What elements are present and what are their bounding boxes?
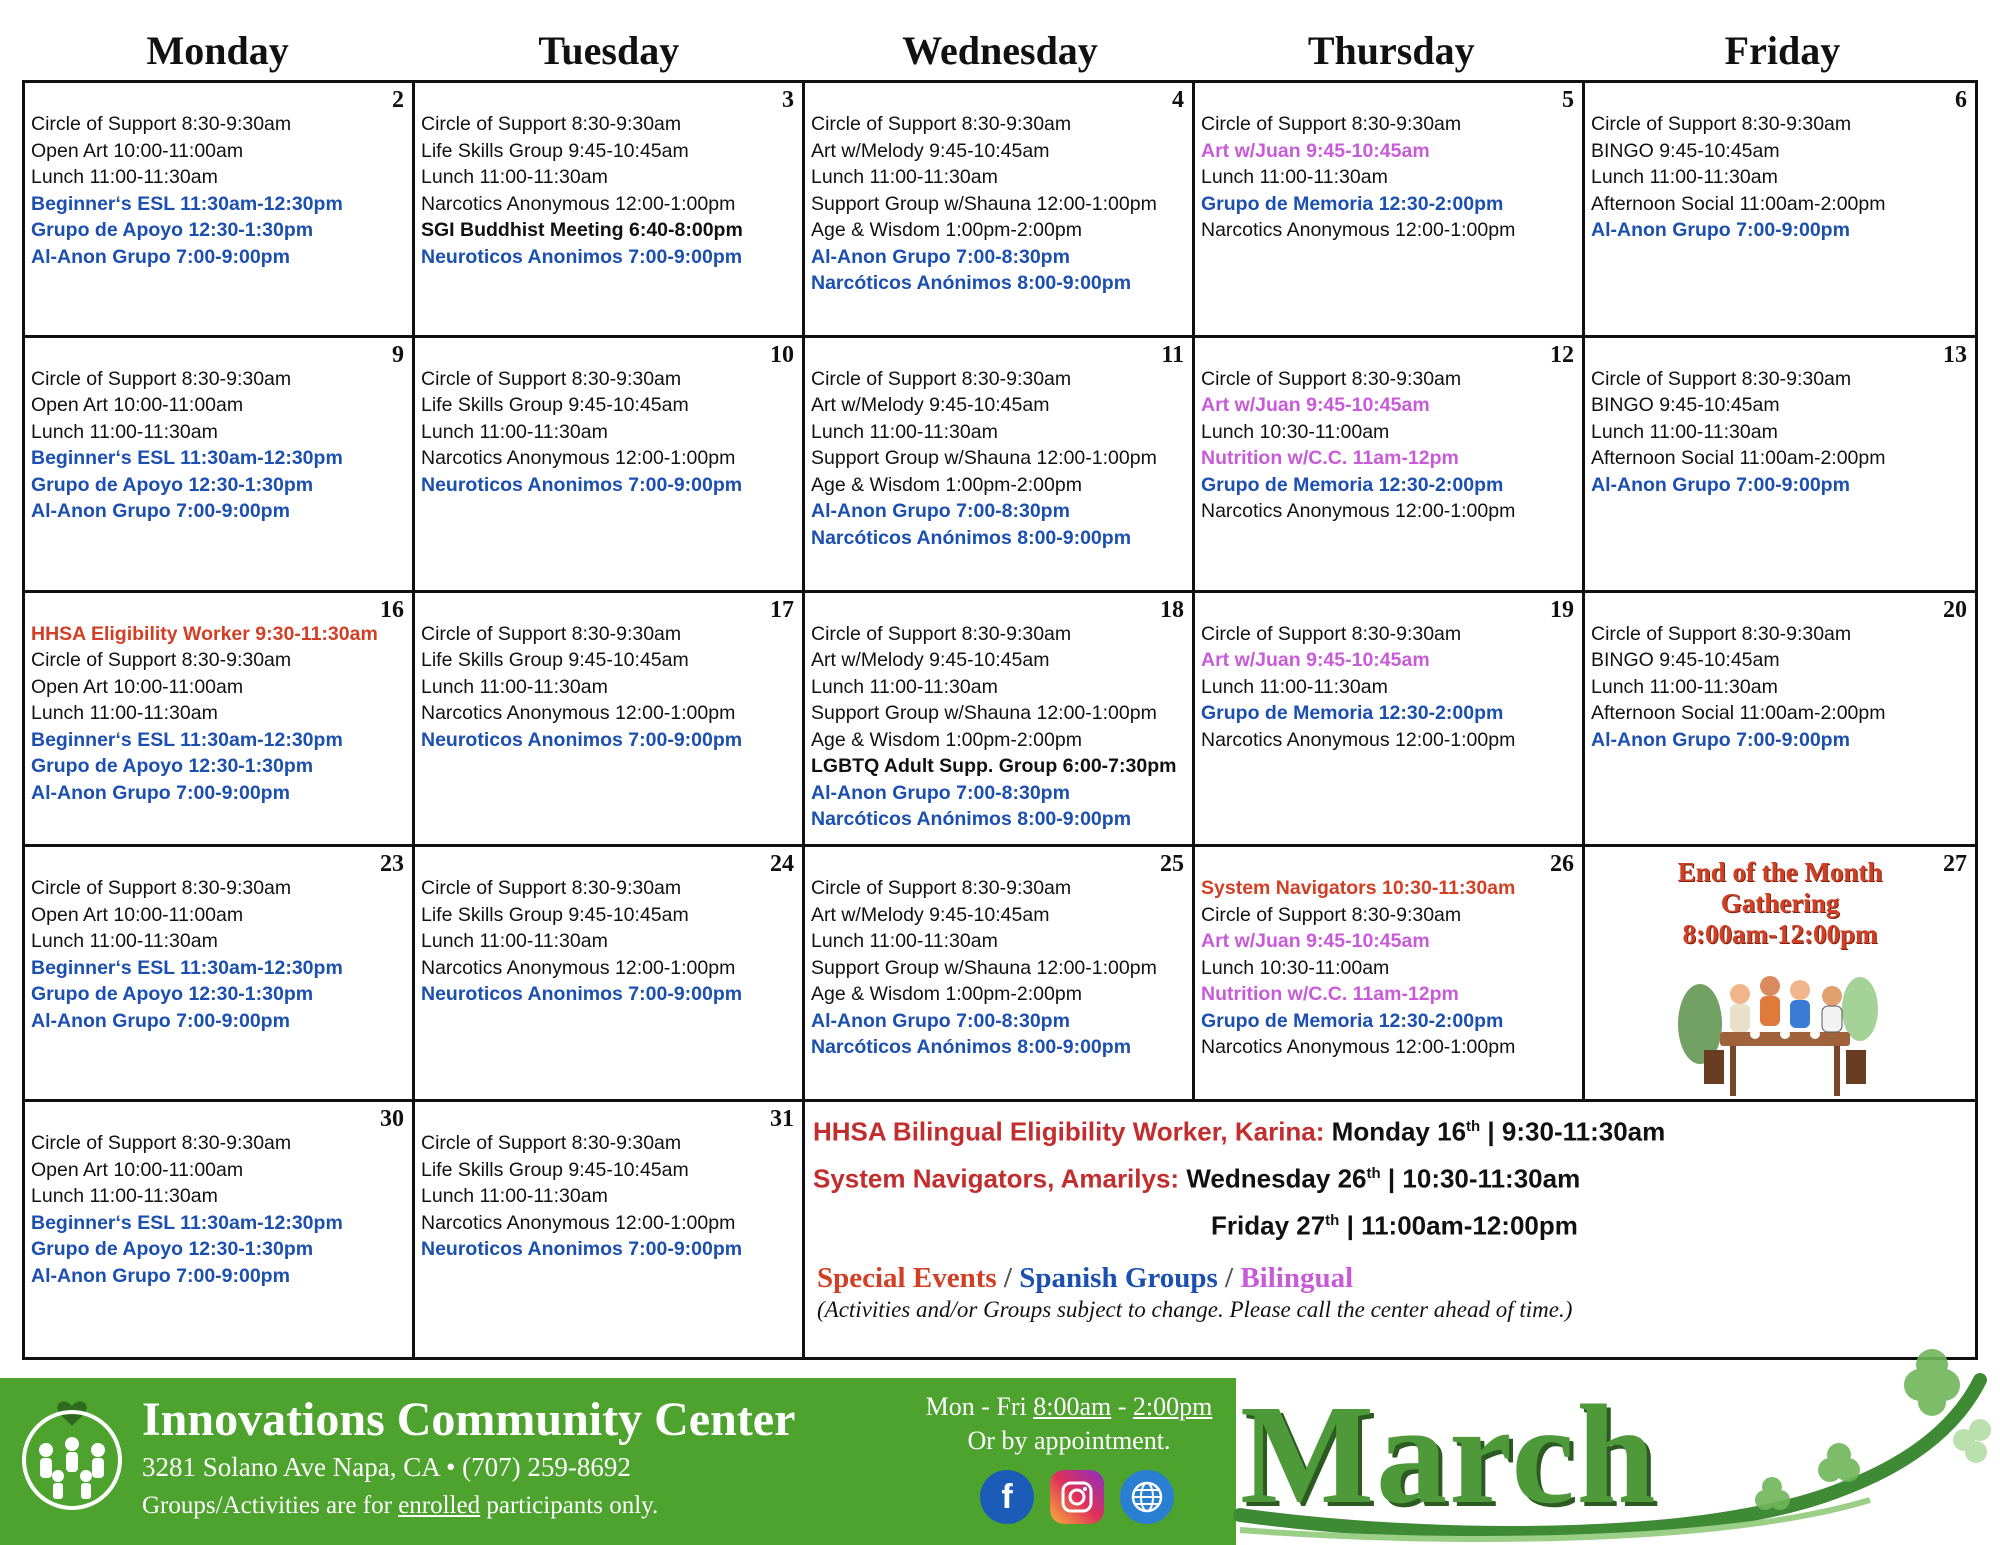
event-item: Neuroticos Anonimos 7:00-9:00pm [421, 473, 743, 496]
event-item: Lunch 11:00-11:30am [1591, 420, 1778, 443]
event-item: Support Group w/Shauna 12:00-1:00pm [811, 702, 1157, 725]
event-item: Beginner‘s ESL 11:30am-12:30pm [31, 956, 343, 979]
event-item: Al-Anon Grupo 7:00-9:00pm [31, 781, 290, 804]
legend-bilingual: Bilingual [1240, 1262, 1354, 1295]
event-item: Lunch 11:00-11:30am [421, 675, 608, 698]
event-item: BINGO 9:45-10:45am [1591, 394, 1780, 417]
event-item: Narcotics Anonymous 12:00-1:00pm [421, 192, 736, 215]
event-item: Narcotics Anonymous 12:00-1:00pm [421, 1211, 736, 1234]
event-item: Al-Anon Grupo 7:00-8:30pm [811, 245, 1070, 268]
note-label: HHSA Bilingual Eligibility Worker, Karina: [813, 1116, 1325, 1147]
event-item: LGBTQ Adult Supp. Group 6:00-7:30pm [811, 755, 1177, 778]
event-item: Art w/Melody 9:45-10:45am [811, 394, 1050, 417]
organization-logo-icon [16, 1396, 128, 1524]
event-item: Grupo de Apoyo 12:30-1:30pm [31, 1238, 314, 1261]
event-item: Lunch 11:00-11:30am [31, 930, 218, 953]
event-item: Circle of Support 8:30-9:30am [31, 877, 292, 900]
day-cell [1585, 338, 1975, 593]
event-item: Al-Anon Grupo 7:00-9:00pm [31, 245, 290, 268]
event-item: Grupo de Memoria 12:30-2:00pm [1201, 473, 1504, 496]
event-item: Support Group w/Shauna 12:00-1:00pm [811, 956, 1157, 979]
event-item: Grupo de Apoyo 12:30-1:30pm [31, 755, 314, 778]
day-cell [1195, 338, 1585, 593]
event-item: Neuroticos Anonimos 7:00-9:00pm [421, 245, 743, 268]
event-item: Age & Wisdom 1:00pm-2:00pm [811, 219, 1082, 241]
event-item: Circle of Support 8:30-9:30am [421, 1132, 682, 1155]
note-day: Friday 27 [1211, 1210, 1326, 1241]
day-cell [1585, 83, 1975, 338]
event-item: BINGO 9:45-10:45am [1591, 139, 1780, 162]
enrollment-note-emphasis: enrolled [398, 1492, 481, 1519]
end-of-month-gathering [1591, 857, 1969, 950]
event-item: Age & Wisdom 1:00pm-2:00pm [811, 473, 1082, 496]
event-item: Al-Anon Grupo 7:00-9:00pm [31, 1009, 290, 1032]
event-item: Life Skills Group 9:45-10:45am [421, 1158, 689, 1181]
event-item: Circle of Support 8:30-9:30am [421, 113, 682, 135]
event-item: Al-Anon Grupo 7:00-9:00pm [1591, 219, 1850, 241]
event-item: Lunch 11:00-11:30am [1201, 675, 1388, 698]
social-links [980, 1470, 1174, 1524]
weekday-header-row [22, 22, 1978, 80]
event-item: Grupo de Apoyo 12:30-1:30pm [31, 473, 314, 496]
event-item: Circle of Support 8:30-9:30am [811, 113, 1072, 135]
people-dining-illustration-icon [1660, 954, 1900, 1102]
event-item: Narcotics Anonymous 12:00-1:00pm [1201, 1036, 1516, 1059]
event-item: Circle of Support 8:30-9:30am [421, 367, 682, 390]
event-item: Al-Anon Grupo 7:00-8:30pm [811, 1009, 1070, 1032]
legend-separator: / [996, 1262, 1020, 1295]
event-item: Al-Anon Grupo 7:00-9:00pm [31, 1264, 290, 1287]
day-number: 25 [1160, 851, 1184, 878]
event-item: Lunch 11:00-11:30am [421, 166, 608, 188]
day-number: 4 [1172, 87, 1184, 113]
day-cell [415, 83, 805, 338]
event-item: Lunch 11:00-11:30am [421, 930, 608, 953]
day-number: 30 [380, 1106, 404, 1133]
event-item: Life Skills Group 9:45-10:45am [421, 139, 689, 162]
event-item: System Navigators 10:30-11:30am [1201, 877, 1516, 900]
event-item: Grupo de Apoyo 12:30-1:30pm [31, 983, 314, 1006]
event-item: Circle of Support 8:30-9:30am [811, 622, 1072, 645]
event-item: Narcotics Anonymous 12:00-1:00pm [1201, 500, 1516, 523]
event-item: Art w/Melody 9:45-10:45am [811, 903, 1050, 926]
event-item: HHSA Eligibility Worker 9:30-11:30am [31, 622, 378, 645]
event-item: Narcotics Anonymous 12:00-1:00pm [421, 447, 736, 470]
day-cell [415, 847, 805, 1102]
event-item: Al-Anon Grupo 7:00-9:00pm [1591, 728, 1850, 751]
event-item: Afternoon Social 11:00am-2:00pm [1591, 447, 1886, 470]
event-item: Neuroticos Anonimos 7:00-9:00pm [421, 728, 743, 751]
event-item: Support Group w/Shauna 12:00-1:00pm [811, 447, 1157, 470]
event-item: Circle of Support 8:30-9:30am [1591, 622, 1852, 645]
day-number: 11 [1161, 341, 1184, 368]
office-hours [906, 1390, 1232, 1458]
weekday-thursday: Thursday [1307, 28, 1475, 73]
day-cell [415, 1102, 805, 1357]
event-item: Age & Wisdom 1:00pm-2:00pm [811, 728, 1082, 751]
day-number: 12 [1550, 341, 1574, 368]
event-item: Narcóticos Anónimos 8:00-9:00pm [811, 526, 1132, 549]
event-item: Lunch 11:00-11:30am [421, 1185, 608, 1208]
note-label: System Navigators, Amarilys: [813, 1163, 1180, 1194]
event-item: Lunch 11:00-11:30am [31, 166, 218, 188]
event-item: Al-Anon Grupo 7:00-8:30pm [811, 781, 1070, 804]
day-number: 6 [1955, 87, 1967, 113]
enrollment-note [142, 1492, 658, 1520]
hours-open: 8:00am [1033, 1392, 1112, 1421]
day-cell [415, 338, 805, 593]
event-item: Support Group w/Shauna 12:00-1:00pm [811, 192, 1157, 215]
event-item: SGI Buddhist Meeting 6:40-8:00pm [421, 219, 743, 241]
event-item: Lunch 11:00-11:30am [31, 1185, 218, 1208]
day-cell [1195, 83, 1585, 338]
event-item: Afternoon Social 11:00am-2:00pm [1591, 192, 1886, 215]
event-item: Neuroticos Anonimos 7:00-9:00pm [421, 983, 743, 1006]
event-item: Lunch 11:00-11:30am [31, 420, 218, 443]
event-item: Nutrition w/C.C. 11am-12pm [1201, 983, 1459, 1006]
day-cell [805, 338, 1195, 593]
event-item: Open Art 10:00-11:00am [31, 394, 244, 417]
facebook-icon[interactable]: f [980, 1470, 1034, 1524]
event-item: Narcóticos Anónimos 8:00-9:00pm [811, 1036, 1132, 1059]
event-item: Circle of Support 8:30-9:30am [421, 877, 682, 900]
event-item: Open Art 10:00-11:00am [31, 903, 244, 926]
day-number: 31 [770, 1106, 794, 1133]
event-item: Art w/Juan 9:45-10:45am [1201, 930, 1430, 953]
note-day: Monday 16 [1331, 1116, 1467, 1147]
event-item: Beginner‘s ESL 11:30am-12:30pm [31, 447, 343, 470]
day-number: 3 [782, 87, 794, 113]
event-item: Narcóticos Anónimos 8:00-9:00pm [811, 272, 1132, 294]
event-item: Grupo de Apoyo 12:30-1:30pm [31, 219, 314, 241]
event-item: Age & Wisdom 1:00pm-2:00pm [811, 983, 1082, 1006]
event-item: Circle of Support 8:30-9:30am [421, 622, 682, 645]
event-item: Art w/Juan 9:45-10:45am [1201, 139, 1430, 162]
event-item: Life Skills Group 9:45-10:45am [421, 394, 689, 417]
event-item: Circle of Support 8:30-9:30am [1201, 903, 1462, 926]
event-item: Circle of Support 8:30-9:30am [31, 113, 292, 135]
event-item: Open Art 10:00-11:00am [31, 139, 244, 162]
event-item: Circle of Support 8:30-9:30am [1591, 367, 1852, 390]
weekday-friday: Friday [1724, 28, 1841, 73]
day-cell [25, 338, 415, 593]
day-number: 5 [1562, 87, 1574, 113]
event-item: Circle of Support 8:30-9:30am [31, 649, 292, 672]
day-number: 2 [392, 87, 404, 113]
gathering-text: End of the Month [1677, 857, 1883, 888]
day-cell [1195, 593, 1585, 848]
event-item: Narcotics Anonymous 12:00-1:00pm [421, 956, 736, 979]
day-cell [805, 847, 1195, 1102]
event-item: Afternoon Social 11:00am-2:00pm [1591, 702, 1886, 725]
note-system-navigators [813, 1153, 1967, 1200]
event-item: Lunch 11:00-11:30am [1201, 166, 1388, 188]
day-number: 24 [770, 851, 794, 878]
day-cell [1585, 593, 1975, 848]
hours-separator: - [1111, 1392, 1133, 1421]
event-item: Art w/Melody 9:45-10:45am [811, 649, 1050, 672]
event-item: Lunch 11:00-11:30am [811, 675, 998, 698]
legend-disclaimer: (Activities and/or Groups subject to change. Please call the center ahead of time.) [817, 1297, 1573, 1323]
day-cell [25, 83, 415, 338]
event-item: Lunch 11:00-11:30am [1591, 166, 1778, 188]
event-item: Life Skills Group 9:45-10:45am [421, 649, 689, 672]
day-cell [25, 1102, 415, 1357]
day-cell [805, 83, 1195, 338]
legend-separator: / [1217, 1262, 1241, 1295]
note-system-navigators-friday [813, 1200, 1967, 1247]
note-time: | 11:00am-12:00pm [1339, 1210, 1578, 1241]
event-item: Lunch 11:00-11:30am [421, 420, 608, 443]
event-item: Al-Anon Grupo 7:00-8:30pm [811, 500, 1070, 523]
event-item: Art w/Melody 9:45-10:45am [811, 139, 1050, 162]
event-item: Lunch 11:00-11:30am [1591, 675, 1778, 698]
day-number: 13 [1943, 341, 1967, 368]
note-suffix: th [1466, 1118, 1481, 1136]
event-item: Al-Anon Grupo 7:00-9:00pm [1591, 473, 1850, 496]
day-number: 18 [1160, 596, 1184, 623]
event-item: Art w/Juan 9:45-10:45am [1201, 394, 1430, 417]
note-suffix: th [1325, 1211, 1340, 1229]
enrollment-note-end: participants only. [480, 1492, 659, 1519]
event-item: Narcotics Anonymous 12:00-1:00pm [1201, 219, 1516, 241]
legend-spanish-groups: Spanish Groups [1019, 1262, 1218, 1295]
enrollment-note-start: Groups/Activities are for [142, 1492, 399, 1519]
instagram-icon[interactable] [1050, 1470, 1104, 1524]
event-item: Grupo de Memoria 12:30-2:00pm [1201, 192, 1504, 215]
weekday-tuesday: Tuesday [538, 28, 680, 73]
month-title: March [1240, 1375, 1658, 1533]
note-day: Wednesday 26 [1186, 1163, 1367, 1194]
event-item: Art w/Juan 9:45-10:45am [1201, 649, 1430, 672]
event-item: Beginner‘s ESL 11:30am-12:30pm [31, 728, 343, 751]
event-item: Lunch 11:00-11:30am [811, 420, 998, 443]
day-cell [1195, 847, 1585, 1102]
hours-prefix: Mon - Fri [925, 1392, 1034, 1421]
event-item: Narcóticos Anónimos 8:00-9:00pm [811, 808, 1132, 831]
gathering-text: 8:00am-12:00pm [1682, 919, 1878, 950]
event-item: Grupo de Memoria 12:30-2:00pm [1201, 702, 1504, 725]
day-number: 10 [770, 341, 794, 368]
event-item: Al-Anon Grupo 7:00-9:00pm [31, 500, 290, 523]
note-time: | 9:30-11:30am [1480, 1116, 1666, 1147]
day-cell [1585, 847, 1975, 1102]
event-item: Circle of Support 8:30-9:30am [1591, 113, 1852, 135]
day-cell [805, 593, 1195, 848]
legend-special-events: Special Events [817, 1262, 997, 1295]
day-cell [415, 593, 805, 848]
event-item: Beginner‘s ESL 11:30am-12:30pm [31, 1211, 343, 1234]
event-item: Narcotics Anonymous 12:00-1:00pm [421, 702, 736, 725]
event-item: Circle of Support 8:30-9:30am [31, 367, 292, 390]
day-cell [25, 847, 415, 1102]
day-number: 19 [1550, 596, 1574, 623]
event-item: Circle of Support 8:30-9:30am [811, 367, 1072, 390]
event-item: Life Skills Group 9:45-10:45am [421, 903, 689, 926]
day-number: 26 [1550, 851, 1574, 878]
event-item: BINGO 9:45-10:45am [1591, 649, 1780, 672]
organization-address: 3281 Solano Ave Napa, CA • (707) 259-8692 [142, 1452, 631, 1482]
weekday-wednesday: Wednesday [902, 28, 1098, 73]
note-time: | 10:30-11:30am [1380, 1163, 1581, 1194]
appointment-note: Or by appointment. [967, 1426, 1171, 1455]
color-legend [817, 1262, 1572, 1323]
day-number: 17 [770, 596, 794, 623]
event-item: Lunch 11:00-11:30am [811, 166, 998, 188]
hours-close: 2:00pm [1132, 1392, 1213, 1421]
globe-icon[interactable] [1120, 1470, 1174, 1524]
event-item: Circle of Support 8:30-9:30am [811, 877, 1072, 900]
day-cell [25, 593, 415, 848]
event-item: Nutrition w/C.C. 11am-12pm [1201, 447, 1459, 470]
event-item: Open Art 10:00-11:00am [31, 1158, 244, 1181]
event-item: Lunch 10:30-11:00am [1201, 956, 1390, 979]
event-item: Lunch 11:00-11:30am [811, 930, 998, 953]
event-item: Beginner‘s ESL 11:30am-12:30pm [31, 192, 343, 215]
note-eligibility-worker [813, 1106, 1967, 1153]
event-item: Circle of Support 8:30-9:30am [1201, 113, 1462, 135]
day-number: 27 [1943, 851, 1967, 878]
day-number: 20 [1943, 596, 1967, 623]
note-suffix: th [1366, 1164, 1381, 1182]
notes-panel [805, 1102, 1975, 1357]
day-number: 23 [380, 851, 404, 878]
event-item: Grupo de Memoria 12:30-2:00pm [1201, 1009, 1504, 1032]
gathering-text: Gathering [1720, 888, 1840, 919]
event-item: Neuroticos Anonimos 7:00-9:00pm [421, 1238, 743, 1261]
event-item: Narcotics Anonymous 12:00-1:00pm [1201, 728, 1516, 751]
event-item: Open Art 10:00-11:00am [31, 675, 244, 698]
footer-banner [0, 1378, 1236, 1545]
weekday-monday: Monday [146, 28, 289, 73]
organization-name: Innovations Community Center [142, 1393, 796, 1446]
calendar-grid [22, 80, 1978, 1360]
event-item: Lunch 10:30-11:00am [1201, 420, 1390, 443]
event-item: Circle of Support 8:30-9:30am [1201, 622, 1462, 645]
event-item: Circle of Support 8:30-9:30am [1201, 367, 1462, 390]
event-item: Circle of Support 8:30-9:30am [31, 1132, 292, 1155]
day-number: 16 [380, 596, 404, 623]
event-item: Lunch 11:00-11:30am [31, 702, 218, 725]
day-number: 9 [392, 341, 404, 368]
